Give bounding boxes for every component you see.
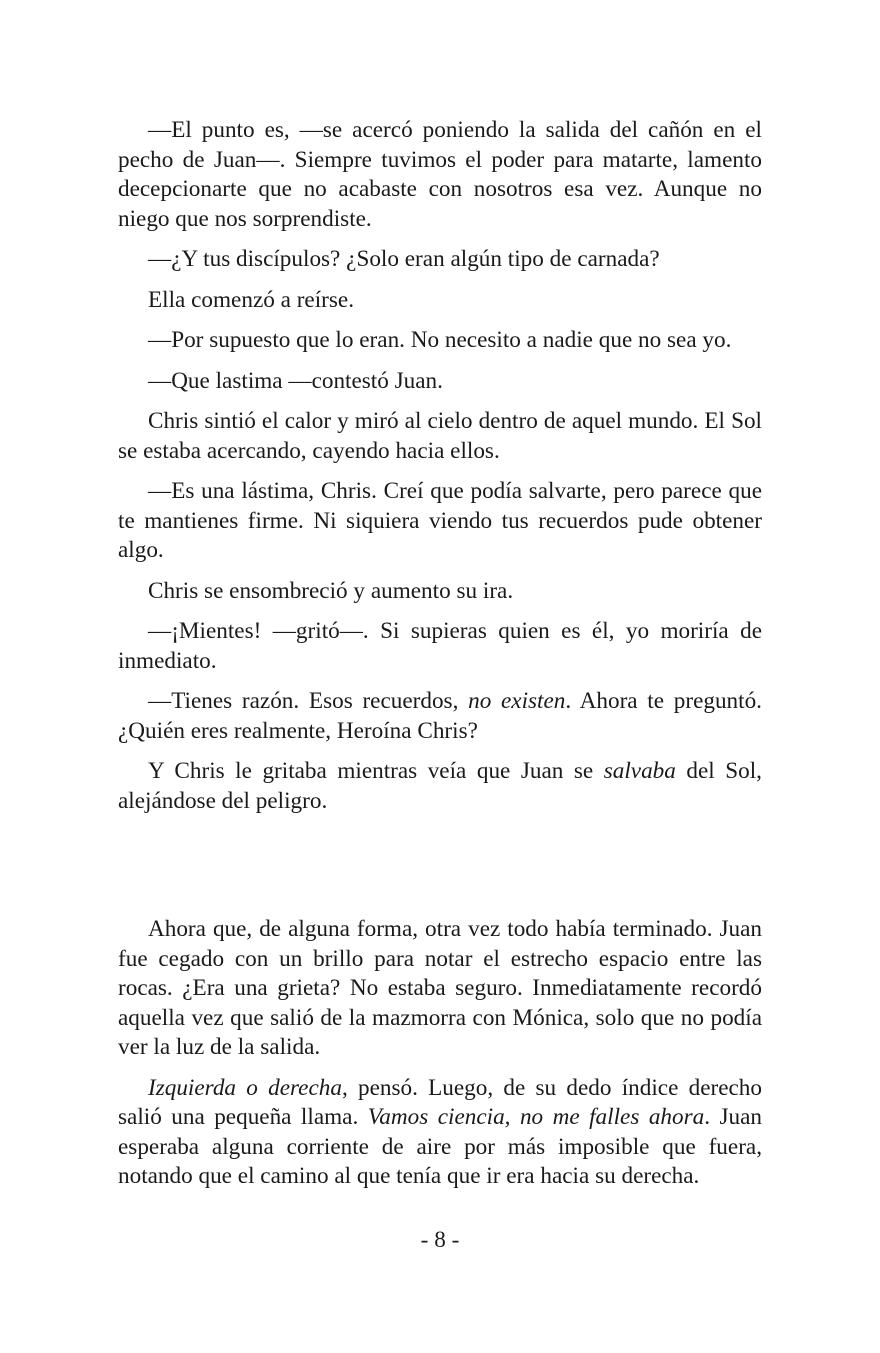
section-2 <box>118 915 762 1192</box>
paragraph <box>118 286 762 316</box>
paragraph <box>118 477 762 566</box>
text-run: Ella comenzó a reírse. <box>148 286 355 313</box>
paragraph <box>118 407 762 466</box>
italic-text: Vamos ciencia, no me falles ahora <box>367 1104 705 1130</box>
text-run: —¿Y tus discípulos? ¿Solo eran algún tipo de carnada? <box>148 246 660 272</box>
text-run: Ahora que, de alguna forma, otra vez todo había terminado. Juan fue cegado con un brillo para notar el estrecho espacio entre las rocas. ¿Era una grieta? No estaba seguro. Inmediatamente recordó aquella vez que salió de la mazmorra con Mónica, solo que no podía ver la luz de la salida. <box>118 916 762 1060</box>
text-run: Chris se ensombreció y aumento su ira. <box>148 577 514 604</box>
text-run: —El punto es, —se acercó poniendo la salida del cañón en el pecho de Juan—. Siempre tuvimos el poder para matarte, lamento decepcionarte que no acabaste con nosotros esa vez. Aunque no niego que nos sorprendiste. <box>118 117 762 232</box>
paragraph <box>118 367 762 397</box>
text-run: —Tienes razón. Esos recuerdos, <box>148 688 469 714</box>
paragraph <box>118 757 762 816</box>
text-run: , pensó. Luego, de su dedo índice derecho salió una pequeña llama. <box>118 1074 762 1130</box>
page-number: - 8 - <box>420 1227 460 1253</box>
text-run: . Juan esperaba alguna corriente de aire por más imposible que fuera, notando que el camino al que tenía que ir era hacia su derecha. <box>118 1104 763 1189</box>
paragraph <box>118 1074 762 1192</box>
italic-text: no existen <box>468 688 566 714</box>
italic-text: Izquierda o derecha <box>148 1074 342 1101</box>
italic-text: salvaba <box>603 758 676 784</box>
text-run: Chris sintió el calor y miró al cielo dentro de aquel mundo. El Sol se estaba acercando, cayendo hacia ellos. <box>118 408 762 464</box>
paragraph <box>118 116 762 234</box>
paragraph <box>118 577 762 607</box>
section-break <box>118 827 762 915</box>
paragraph <box>118 326 762 356</box>
text-run: —Es una lástima, Chris. Creí que podía salvarte, pero parece que te mantienes firme. Ni siquiera viendo tus recuerdos pude obtener algo. <box>118 478 762 563</box>
paragraph <box>118 915 762 1063</box>
text-run: —¡Mientes! —gritó—. Si supieras quien es él, yo moriría de inmediato. <box>118 618 762 674</box>
text-run: —Que lastima —contestó Juan. <box>148 367 443 394</box>
paragraph <box>118 245 762 275</box>
paragraph <box>118 687 762 746</box>
text-run: del Sol, alejándose del peligro. <box>118 758 762 814</box>
text-run: —Por supuesto que lo eran. No necesito a nadie que no sea yo. <box>148 327 732 353</box>
page-body <box>118 116 762 1203</box>
paragraph <box>118 617 762 676</box>
text-run: . Ahora te preguntó. ¿Quién eres realmente, Heroína Chris? <box>118 688 762 744</box>
text-run: Y Chris le gritaba mientras veía que Juan se <box>148 758 604 784</box>
section-1 <box>118 116 762 816</box>
